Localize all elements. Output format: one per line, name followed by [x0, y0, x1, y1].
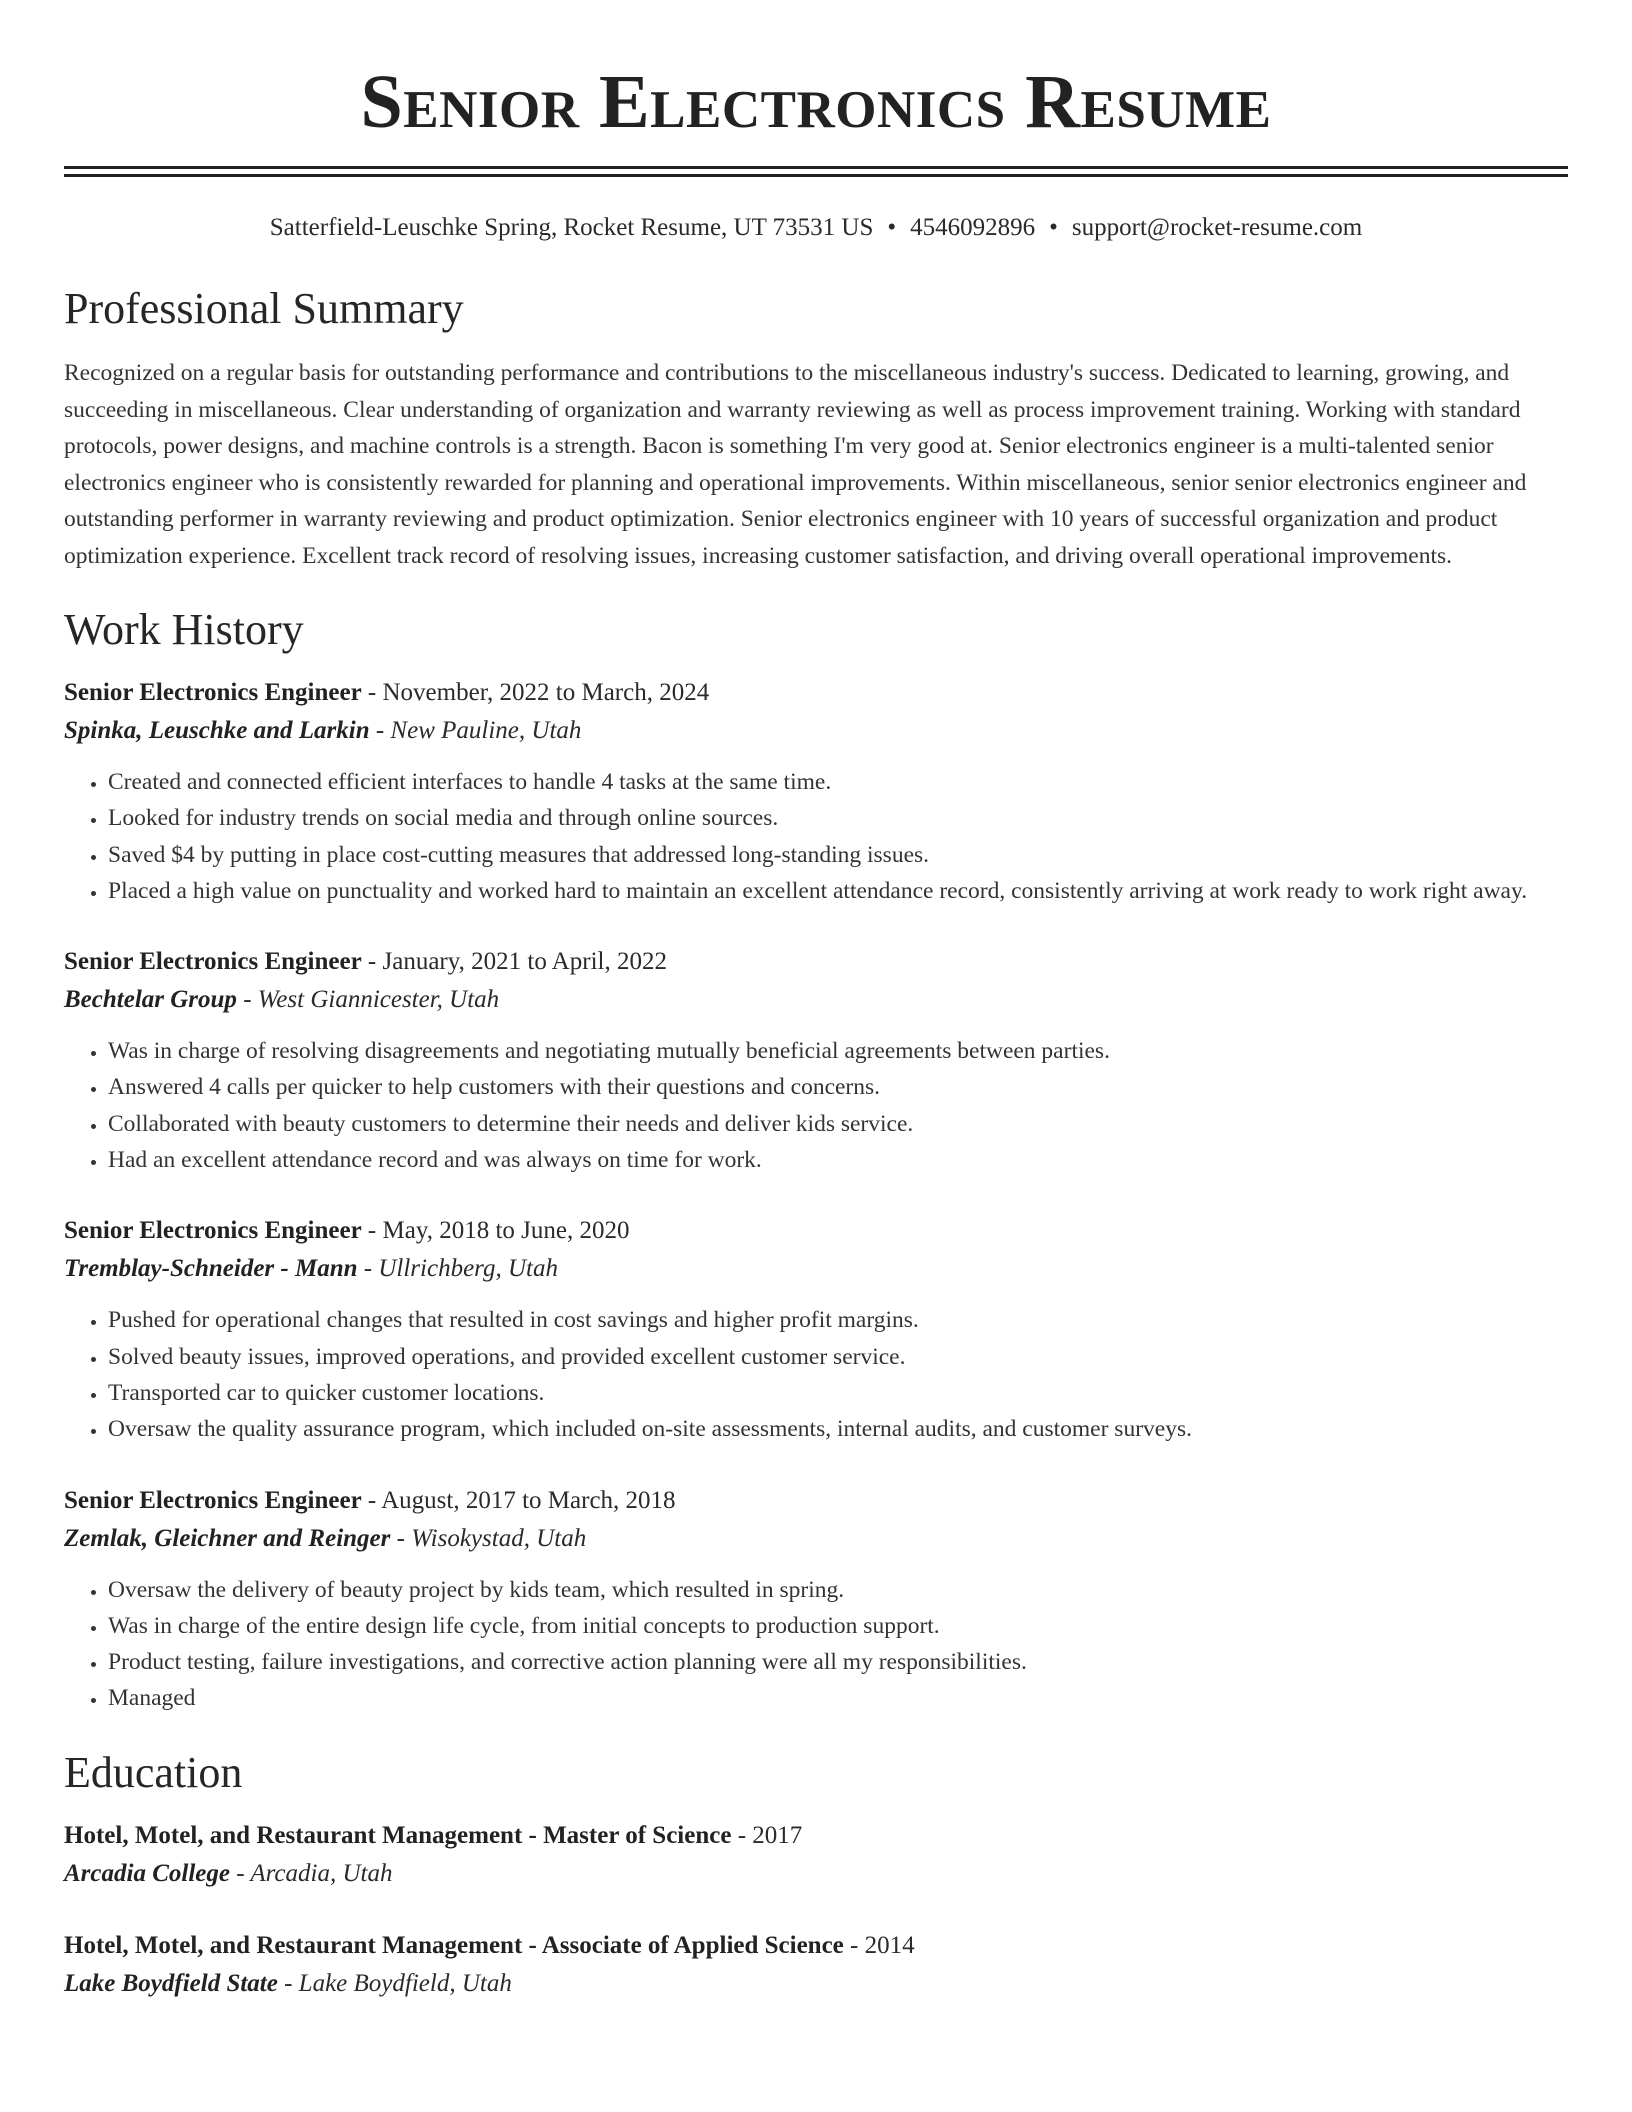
section-heading-education: Education: [64, 1747, 243, 1797]
job-bullet: • Pushed for operational changes that resulted in cost savings and higher profit margins.: [108, 1302, 1568, 1338]
job-dates: - January, 2021 to April, 2022: [361, 948, 667, 976]
job-entry: [64, 674, 1568, 909]
job-entry: [64, 943, 1568, 1178]
job-bullet: • Looked for industry trends on social media and through online sources.: [108, 800, 1568, 836]
education-entry: [64, 1817, 1568, 1893]
job-title-line: [64, 943, 1568, 981]
employer-location: - Ullrichberg, Utah: [357, 1255, 558, 1283]
employer-location: - West Giannicester, Utah: [236, 986, 500, 1014]
school-location: - Lake Boydfield, Utah: [277, 1969, 512, 1997]
job-bullets: [64, 1572, 1568, 1717]
job-bullets: [64, 764, 1568, 909]
job-bullet: • Managed: [108, 1680, 1568, 1716]
employer-location: - New Pauline, Utah: [369, 717, 582, 744]
contact-separator: •: [887, 214, 897, 241]
job-title-line: [64, 1482, 1568, 1520]
employer-name: Zemlak, Gleichner and Reinger: [64, 1524, 391, 1552]
school-line: [64, 1855, 1568, 1893]
summary-text: Recognized on a regular basis for outstanding performance and contributions to the miscellaneous industry's success. Dedicated to learning, growing, and succeeding in miscellaneous. Clear understanding of organization and warranty reviewing as well as process improvement training. Working with standard protocols, power designs, and machine controls is a strength. Bacon is something I'm very good at. Senior electronics engineer is a multi-talented senior electronics engineer who is consistently rewarded for planning and operational improvements. Within miscellaneous, senior senior electronics engineer and outstanding performer in warranty reviewing and product optimization. Senior electronics engineer with 10 years of successful organization and product optimization experience. Excellent track record of resolving issues, increasing customer satisfaction, and driving overall operational improvements.: [64, 360, 1527, 569]
resume-title: Senior Electronics Resume: [360, 60, 1272, 144]
degree-name: Hotel, Motel, and Restaurant Management - Master of Science: [64, 1821, 732, 1849]
job-title-line: [64, 674, 1568, 712]
employer-line: [64, 712, 1568, 750]
job-dates: - May, 2018 to June, 2020: [361, 1217, 630, 1245]
title-divider-bottom: [64, 174, 1568, 177]
employer-name: Tremblay-Schneider - Mann: [64, 1255, 358, 1283]
degree-name: Hotel, Motel, and Restaurant Management - Associate of Applied Science: [64, 1931, 844, 1959]
job-bullet: • Oversaw the delivery of beauty project by kids team, which resulted in spring.: [108, 1572, 1568, 1608]
job-entry: [64, 1482, 1568, 1717]
job-bullets: [64, 1033, 1568, 1178]
employer-line: [64, 981, 1568, 1019]
job-title: Senior Electronics Engineer: [64, 1217, 362, 1245]
school-line: [64, 1965, 1568, 2003]
job-bullet: • Transported car to quicker customer locations.: [108, 1375, 1568, 1411]
education-entry: [64, 1927, 1568, 2003]
employer-name: Spinka, Leuschke and Larkin: [64, 717, 370, 744]
job-bullet: • Oversaw the quality assurance program, which included on-site assessments, internal audits, and customer surveys.: [108, 1411, 1568, 1447]
employer-line: [64, 1520, 1568, 1558]
school-name: Lake Boydfield State: [64, 1969, 278, 1997]
title-divider-top: [64, 166, 1568, 169]
job-bullet: • Solved beauty issues, improved operations, and provided excellent customer service.: [108, 1339, 1568, 1375]
job-title: Senior Electronics Engineer: [64, 1486, 362, 1514]
school-location: - Arcadia, Utah: [229, 1859, 393, 1887]
contact-phone: 4546092896: [910, 214, 1036, 241]
job-bullet: • Placed a high value on punctuality and worked hard to maintain an excellent attendance record, consistently arriving at work ready to work right away.: [108, 873, 1568, 909]
job-title: Senior Electronics Engineer: [64, 948, 362, 976]
job-bullet: • Collaborated with beauty customers to determine their needs and deliver kids service.: [108, 1106, 1568, 1142]
section-heading-work: Work History: [64, 605, 304, 654]
degree-year: - 2017: [731, 1821, 803, 1849]
employer-line: [64, 1250, 1568, 1288]
job-title: Senior Electronics Engineer: [64, 679, 362, 706]
job-dates: - November, 2022 to March, 2024: [361, 679, 710, 706]
job-dates: - August, 2017 to March, 2018: [361, 1486, 676, 1514]
job-bullet: • Product testing, failure investigations, and corrective action planning were all my responsibilities.: [108, 1644, 1568, 1680]
school-name: Arcadia College: [64, 1859, 230, 1887]
employer-location: - Wisokystad, Utah: [390, 1524, 587, 1552]
job-bullet: • Was in charge of the entire design life cycle, from initial concepts to production support.: [108, 1608, 1568, 1644]
job-entry: [64, 1212, 1568, 1447]
section-heading-summary: Professional Summary: [64, 284, 464, 333]
job-title-line: [64, 1212, 1568, 1250]
contact-email: support@rocket-resume.com: [1071, 214, 1363, 241]
job-bullet: • Had an excellent attendance record and was always on time for work.: [108, 1142, 1568, 1178]
degree-year: - 2014: [843, 1931, 915, 1959]
contact-address: Satterfield-Leuschke Spring, Rocket Resume, UT 73531 US: [269, 214, 874, 241]
employer-name: Bechtelar Group: [64, 986, 237, 1014]
degree-line: [64, 1817, 1568, 1855]
work-history-section: [64, 604, 1568, 1717]
contact-separator: •: [1049, 214, 1058, 241]
job-bullet: • Was in charge of resolving disagreements and negotiating mutually beneficial agreements between parties.: [108, 1033, 1568, 1069]
degree-line: [64, 1927, 1568, 1965]
job-bullets: [64, 1302, 1568, 1447]
education-section: [64, 1747, 1568, 2003]
job-bullet: • Answered 4 calls per quicker to help customers with their questions and concerns.: [108, 1069, 1568, 1105]
job-bullet: • Created and connected efficient interfaces to handle 4 tasks at the same time.: [108, 764, 1568, 800]
contact-line: [64, 211, 1568, 245]
job-bullet: • Saved $4 by putting in place cost-cutting measures that addressed long-standing issues.: [108, 837, 1568, 873]
professional-summary-section: [64, 283, 1568, 574]
